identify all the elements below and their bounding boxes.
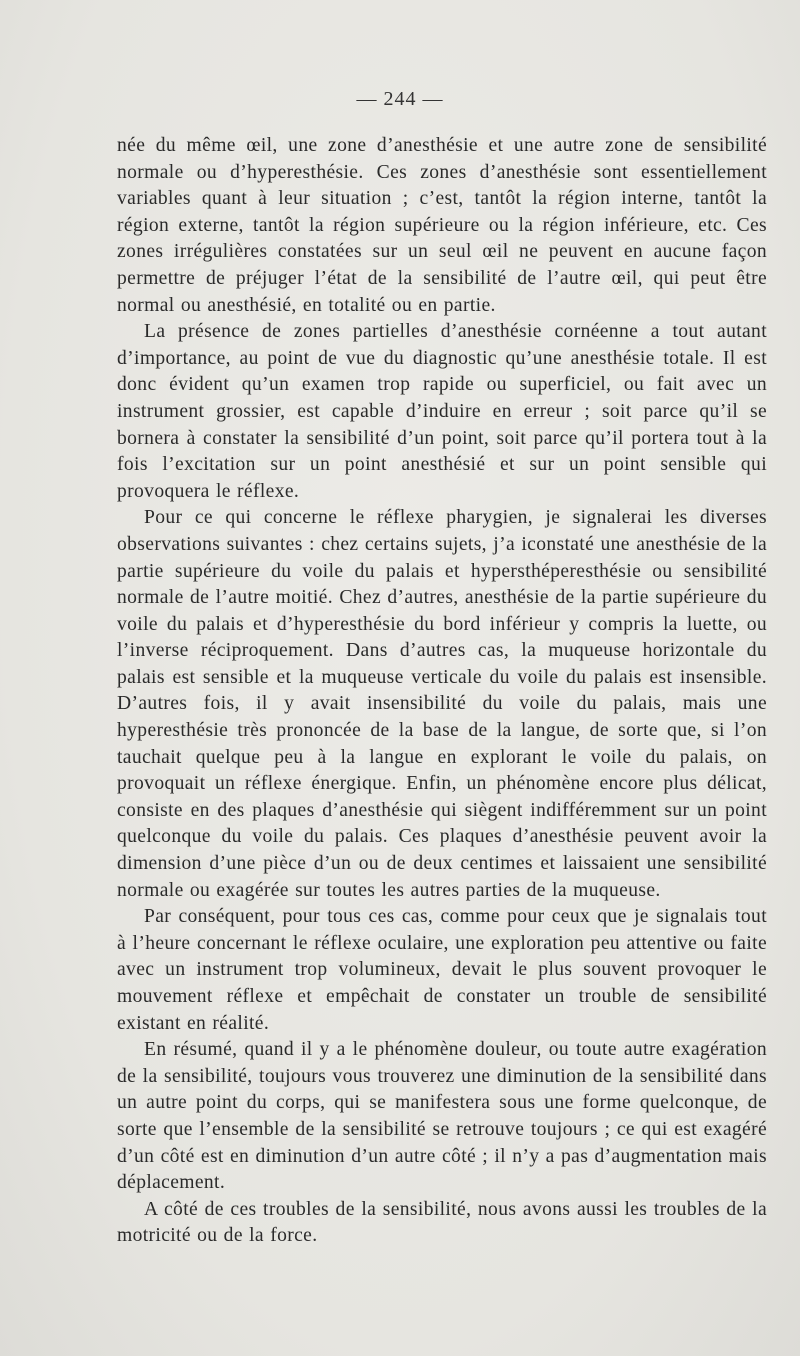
body-text: [117, 133, 767, 1250]
paragraph-5: En résumé, quand il y a le phénomène douleur, ou toute autre exagération de la sensibilité, toujours vous trouverez une diminution de la sensibilité dans un autre point du corps, qui se manifestera sous une forme quelconque, de sorte que l’ensemble de la sensibilité se retrouve toujours ; ce qui est exagéré d’un côté est en diminution d’un autre côté ; il n’y a pas d’augmentation mais déplacement.: [117, 1039, 767, 1194]
paragraph-6: A côté de ces troubles de la sensibilité, nous avons aussi les troubles de la motricité ou de la force.: [117, 1198, 767, 1247]
paragraph-4: Par conséquent, pour tous ces cas, comme pour ceux que je signalais tout à l’heure concernant le réflexe oculaire, une exploration peu attentive ou faite avec un instrument trop volumineux, devait le plus souvent provoquer le mouvement réflexe et empêchait de constater un trouble de sensibilité existant en réalité.: [117, 906, 767, 1034]
paragraph-3: Pour ce qui concerne le réflexe pharygien, je signalerai les diverses observations suivantes : chez certains sujets, j’a iconstaté une anesthésie de la partie supérieure du voile du palais et hypersthéperesthésie ou sensibilité normale de l’autre moitié. Chez d’autres, anesthésie de la partie supérieure du voile du palais et d’hyperesthésie du bord inférieur y compris la luette, ou l’inverse réciproquement. Dans d’autres cas, la muqueuse horizontale du palais est sensible et la muqueuse verticale du voile du palais est insensible. D’autres fois, il y avait insensibilité du voile du palais, mais une hyperesthésie très prononcée de la base de la langue, de sorte que, si l’on tauchait quelque peu à la langue en explorant le voile du palais, on provoquait un réflexe énergique. Enfin, un phénomène encore plus délicat, consiste en des plaques d’anesthésie qui siègent indifféremment sur un point quelconque du voile du palais. Ces plaques d’anesthésie peuvent avoir la dimension d’une pièce d’un ou de deux centimes et laissaient une sensibilité normale ou exagérée sur toutes les autres parties de la muqueuse.: [117, 507, 767, 901]
paragraph-2: La présence de zones partielles d’anesthésie cornéenne a tout autant d’importance, au point de vue du diagnostic qu’une anesthésie totale. Il est donc évident qu’un examen trop rapide ou superficiel, ou fait avec un instrument grossier, est capable d’induire en erreur ; soit parce qu’il se bornera à constater la sensibilité d’un point, soit parce qu’il portera tout à la fois l’excitation sur un point anesthésié et sur un point sensible qui provoquera le réflexe.: [117, 321, 767, 502]
paragraph-1: née du même œil, une zone d’anesthésie et une autre zone de sensibilité normale ou d’hyperesthésie. Ces zones d’anesthésie sont essentiellement variables quant à leur situation ; c’est, tantôt la région interne, tantôt la région externe, tantôt la région supérieure ou la région inférieure, etc. Ces zones irrégulières constatées sur un seul œil ne peuvent en aucune façon permettre de préjuger l’état de la sensibilité de l’autre œil, qui peut être normal ou anesthésié, en totalité ou en partie.: [117, 135, 767, 316]
page-number: — 244 —: [356, 88, 444, 110]
